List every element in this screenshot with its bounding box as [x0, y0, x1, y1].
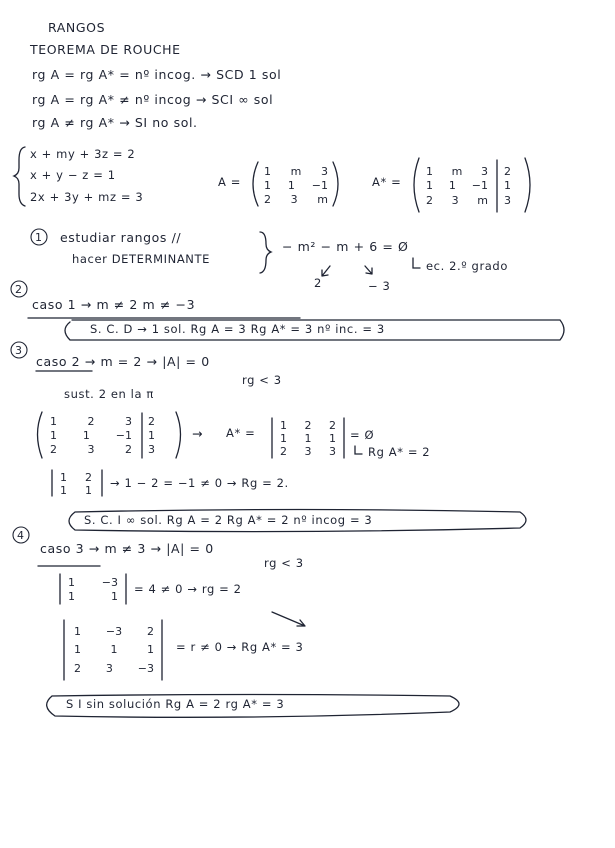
case3-connector-arrow — [272, 612, 305, 626]
matrix-a-paren-left — [253, 162, 258, 206]
system-equation: x + y − z = 1 — [30, 168, 116, 182]
step1-equation: − m² − m + 6 = Ø — [282, 239, 409, 254]
case3-det3: 1 −3 2 1 1 1 2 3 −3 — [74, 624, 154, 676]
case2-arrow: → — [192, 426, 204, 441]
matrix-astar-paren-right — [525, 158, 530, 212]
case2-rank: rg < 3 — [242, 373, 282, 387]
case2-number: 3 — [15, 344, 22, 357]
case1-number: 2 — [15, 283, 22, 296]
case3-number: 4 — [17, 529, 24, 542]
step1-root: 2 — [314, 276, 322, 290]
case2-subst: sust. 2 en la π — [64, 387, 154, 401]
case3-result: S I sin solución Rg A = 2 rg A* = 3 — [66, 697, 285, 711]
step1-line: hacer DETERMINANTE — [72, 252, 210, 266]
step1-note: ec. 2.º grado — [426, 259, 508, 273]
arrow-root2 — [365, 266, 372, 274]
rule-line: rg A = rg A* = nº incog. → SCD 1 sol — [32, 67, 282, 82]
arrow-root1 — [322, 266, 330, 276]
case2-matrix-paren-left — [38, 412, 43, 458]
step1-brace — [260, 232, 271, 273]
arrow-ecuacion — [413, 258, 420, 268]
theorem-title: TEOREMA DE ROUCHE — [30, 42, 181, 57]
rule-line: rg A = rg A* ≠ nº incog → SCI ∞ sol — [32, 92, 274, 107]
matrix-a: 1 m 3 1 1 −1 2 3 m — [264, 164, 328, 206]
step1-number: 1 — [35, 231, 42, 244]
matrix-astar: 1 m 3 1 1 −1 2 3 m — [426, 164, 488, 208]
case3-det2: 1 −3 1 1 — [68, 575, 118, 603]
case2-det3-result: = Ø — [350, 428, 375, 442]
case2-arrow-conclusion — [355, 446, 362, 454]
case2-matrix: 1 2 3 1 1 −1 2 3 2 — [50, 414, 132, 456]
matrix-astar-paren-left — [414, 158, 419, 212]
case2-matrix-paren-right — [176, 412, 181, 458]
case2-det2-result: → 1 − 2 = −1 ≠ 0 → Rg = 2. — [110, 476, 289, 490]
matrix-astar-label: A* = — [372, 175, 402, 189]
case2-det3-conclusion: Rg A* = 2 — [368, 445, 431, 459]
step1-line: estudiar rangos // — [60, 230, 182, 245]
rule-line: rg A ≠ rg A* → SI no sol. — [32, 115, 198, 130]
matrix-astar-extra-column: 2 1 3 — [504, 164, 511, 208]
case3-det2-result: = 4 ≠ 0 → rg = 2 — [134, 582, 242, 596]
system-equation: 2x + 3y + mz = 3 — [30, 190, 144, 204]
system-brace — [14, 147, 25, 206]
case2-det2: 1 2 1 1 — [60, 471, 92, 497]
case1-result: S. C. D → 1 sol. Rg A = 3 Rg A* = 3 nº inc. = 3 — [90, 322, 385, 336]
case2-matrix-extra-column: 2 1 3 — [148, 414, 155, 456]
matrix-a-paren-right — [333, 162, 338, 206]
case3-det3-result: = r ≠ 0 → Rg A* = 3 — [176, 640, 304, 654]
matrix-a-label: A = — [218, 175, 241, 189]
case3-heading: caso 3 → m ≠ 3 → |A| = 0 — [40, 541, 214, 556]
case2-heading: caso 2 → m = 2 → |A| = 0 — [36, 354, 210, 369]
case1-heading: caso 1 → m ≠ 2 m ≠ −3 — [32, 297, 196, 312]
page-title: RANGOS — [48, 20, 106, 35]
case2-astar-label: A* = — [226, 426, 256, 440]
case2-det3: 1 2 2 1 1 1 2 3 3 — [280, 419, 336, 458]
case2-result: S. C. I ∞ sol. Rg A = 2 Rg A* = 2 nº incog = 3 — [84, 513, 373, 527]
case3-rank: rg < 3 — [264, 556, 304, 570]
step1-root: − 3 — [368, 279, 391, 293]
system-equation: x + my + 3z = 2 — [30, 147, 136, 161]
